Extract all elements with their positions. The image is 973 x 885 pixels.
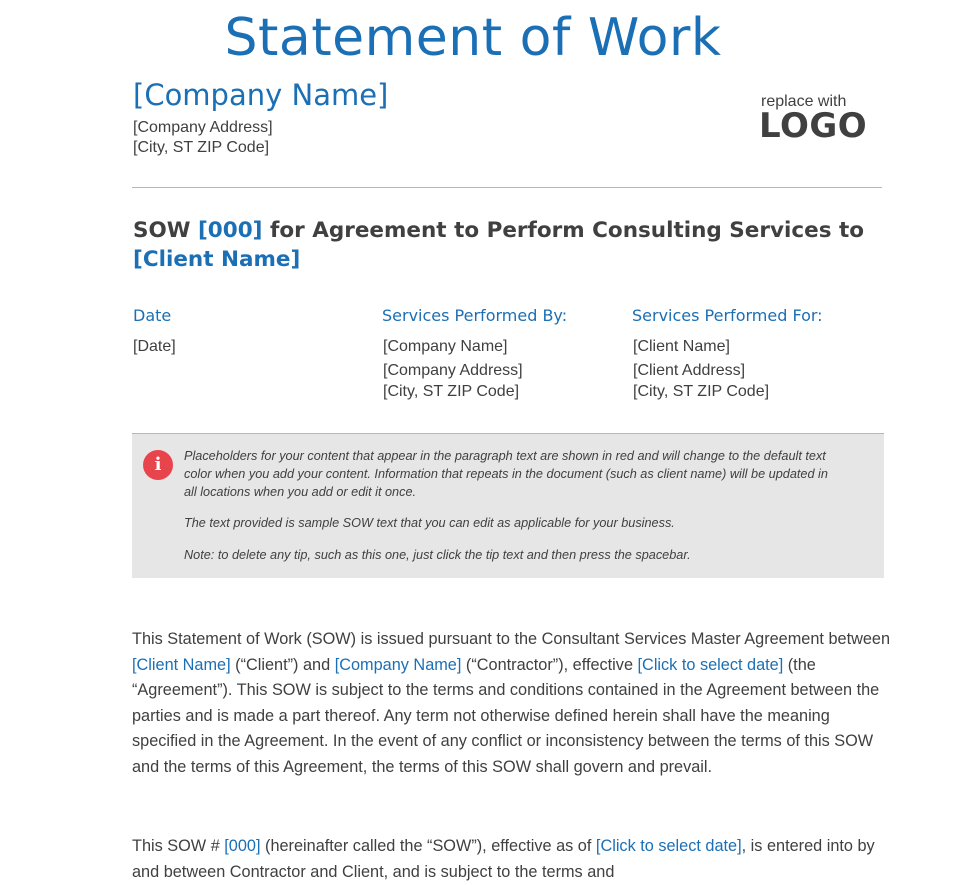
company-city[interactable]: [City, ST ZIP Code] [133,139,270,156]
info-icon: i [143,450,173,480]
intro-text-3: (“Contractor”), effective [461,655,638,674]
sow-title-middle: for Agreement to Perform Consulting Services to [262,218,865,243]
intro-text-4: (the “Agreement”). This SOW is subject to the terms and conditions contained in the Agreement between the parties and is made a part thereof. Any term not otherwise defined herein shall have the meaning specified in the Agreement. In the event of any conflict or inconsistency between the terms of this SOW and the terms of this Agreement, the terms of this SOW shall govern and prevail. [132,655,880,776]
date-heading: Date [133,306,172,325]
tip-text-sample[interactable]: The text provided is sample SOW text that you can edit as applicable for your business. [184,516,675,530]
sow-paragraph [132,834,892,885]
tip-box[interactable] [132,433,884,578]
tip-text-placeholders[interactable]: Placeholders for your content that appear in the paragraph text are shown in red and will change to the default text color when you add your content. Information that repeats in the document (such as client name) will be updated in all locations when you add or edit it once. [184,449,828,499]
performed-for-address[interactable]: [Client Address] [633,362,746,379]
date-field[interactable]: [Date] [133,338,176,355]
performed-for-city[interactable]: [City, ST ZIP Code] [633,383,770,400]
performed-for-client[interactable]: [Client Name] [633,338,730,355]
performed-by-city[interactable]: [City, ST ZIP Code] [383,383,520,400]
sow-number-field[interactable]: [000] [197,218,263,243]
intro-client-field[interactable]: [Client Name] [132,655,231,674]
performed-by-address[interactable]: [Company Address] [383,362,523,379]
tip-text-delete-note[interactable]: Note: to delete any tip, such as this one, just click the tip text and then press the spacebar. [184,548,691,562]
sow-para-date-field[interactable]: [Click to select date] [595,837,742,855]
document-title: Statement of Work [224,8,722,68]
performed-by-company[interactable]: [Company Name] [383,338,508,355]
company-name[interactable]: [Company Name] [133,78,389,112]
sow-title-prefix: SOW [133,218,198,243]
sow-text-1: This SOW # [132,837,225,855]
sow-text-2: (hereinafter called the “SOW”), effective as of [260,837,596,855]
intro-paragraph [132,627,892,780]
intro-company-field[interactable]: [Company Name] [334,655,462,674]
performed-by-heading: Services Performed By: [382,306,568,325]
performed-for-heading: Services Performed For: [632,306,823,325]
company-address[interactable]: [Company Address] [133,119,273,136]
logo-caption: replace with [761,93,847,110]
sow-para-number-field[interactable]: [000] [224,837,261,855]
header-divider [132,187,882,188]
sow-client-field[interactable]: [Client Name] [133,247,301,272]
intro-text-1: This Statement of Work (SOW) is issued pursuant to the Consultant Services Master Agreement between [132,630,891,648]
sow-title [133,216,883,274]
sow-text-3: , is entered into by and between Contractor and Client, and is subject to the terms and [132,837,875,881]
intro-text-2: (“Client”) and [230,655,335,674]
logo-placeholder[interactable]: LOGO [759,106,868,146]
intro-date-field[interactable]: [Click to select date] [637,655,784,674]
